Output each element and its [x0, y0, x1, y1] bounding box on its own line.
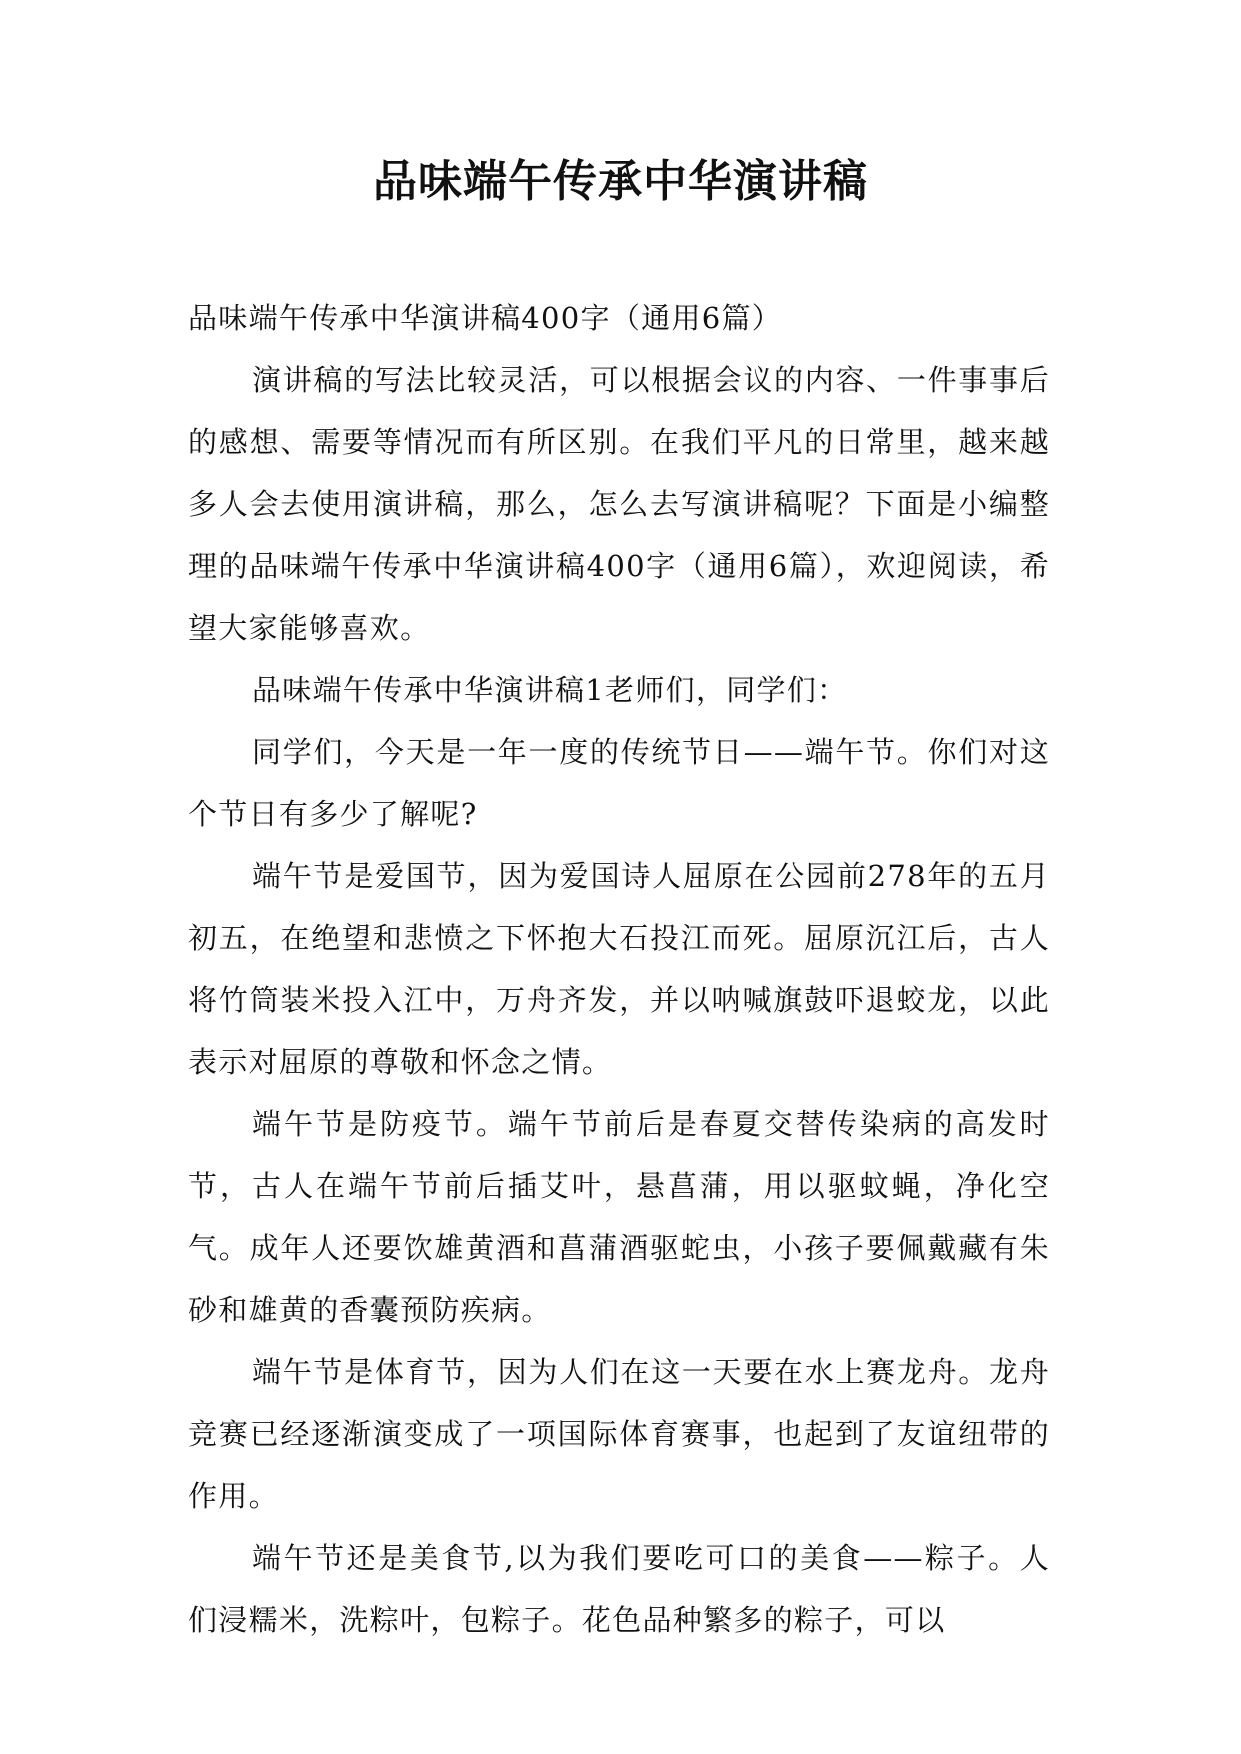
paragraph-speech-heading: 品味端午传承中华演讲稿1老师们，同学们：: [252, 673, 848, 707]
paragraph-epidemic-prevention: 端午节是防疫节。端午节前后是春夏交替传染病的高发时节，古人在端午节前后插艾叶，悬菖蒲，用以驱蚊蝇，净化空气。成年人还要饮雄黄酒和菖蒲酒驱蛇虫，小孩子要佩戴藏有朱砂和雄黄的香囊预防疾病。: [188, 1107, 1050, 1327]
document-body: [188, 287, 1050, 1651]
paragraph-food-festival: 端午节还是美食节,以为我们要吃可口的美食——粽子。人们浸糯米，洗粽叶，包粽子。花色品种繁多的粽子，可以: [188, 1541, 1050, 1637]
paragraph-patriotic-festival: 端午节是爱国节，因为爱国诗人屈原在公园前278年的五月初五，在绝望和悲愤之下怀抱大石投江而死。屈原沉江后，古人将竹筒装米投入江中，万舟齐发，并以呐喊旗鼓吓退蛟龙，以此表示对屈原的尊敬和怀念之情。: [188, 859, 1050, 1079]
paragraph-sports-festival: 端午节是体育节，因为人们在这一天要在水上赛龙舟。龙舟竞赛已经逐渐演变成了一项国际体育赛事，也起到了友谊纽带的作用。: [188, 1355, 1050, 1513]
paragraph-subtitle: 品味端午传承中华演讲稿400字（通用6篇）: [188, 301, 783, 335]
document-title: 品味端午传承中华演讲稿: [373, 156, 868, 207]
paragraph-intro: 演讲稿的写法比较灵活，可以根据会议的内容、一件事事后的感想、需要等情况而有所区别。在我们平凡的日常里，越来越多人会去使用演讲稿，那么，怎么去写演讲稿呢？下面是小编整理的品味端午传承中华演讲稿400字（通用6篇），欢迎阅读，希望大家能够喜欢。: [188, 363, 1050, 645]
paragraph-greeting: 同学们，今天是一年一度的传统节日——端午节。你们对这个节日有多少了解呢?: [188, 735, 1050, 831]
